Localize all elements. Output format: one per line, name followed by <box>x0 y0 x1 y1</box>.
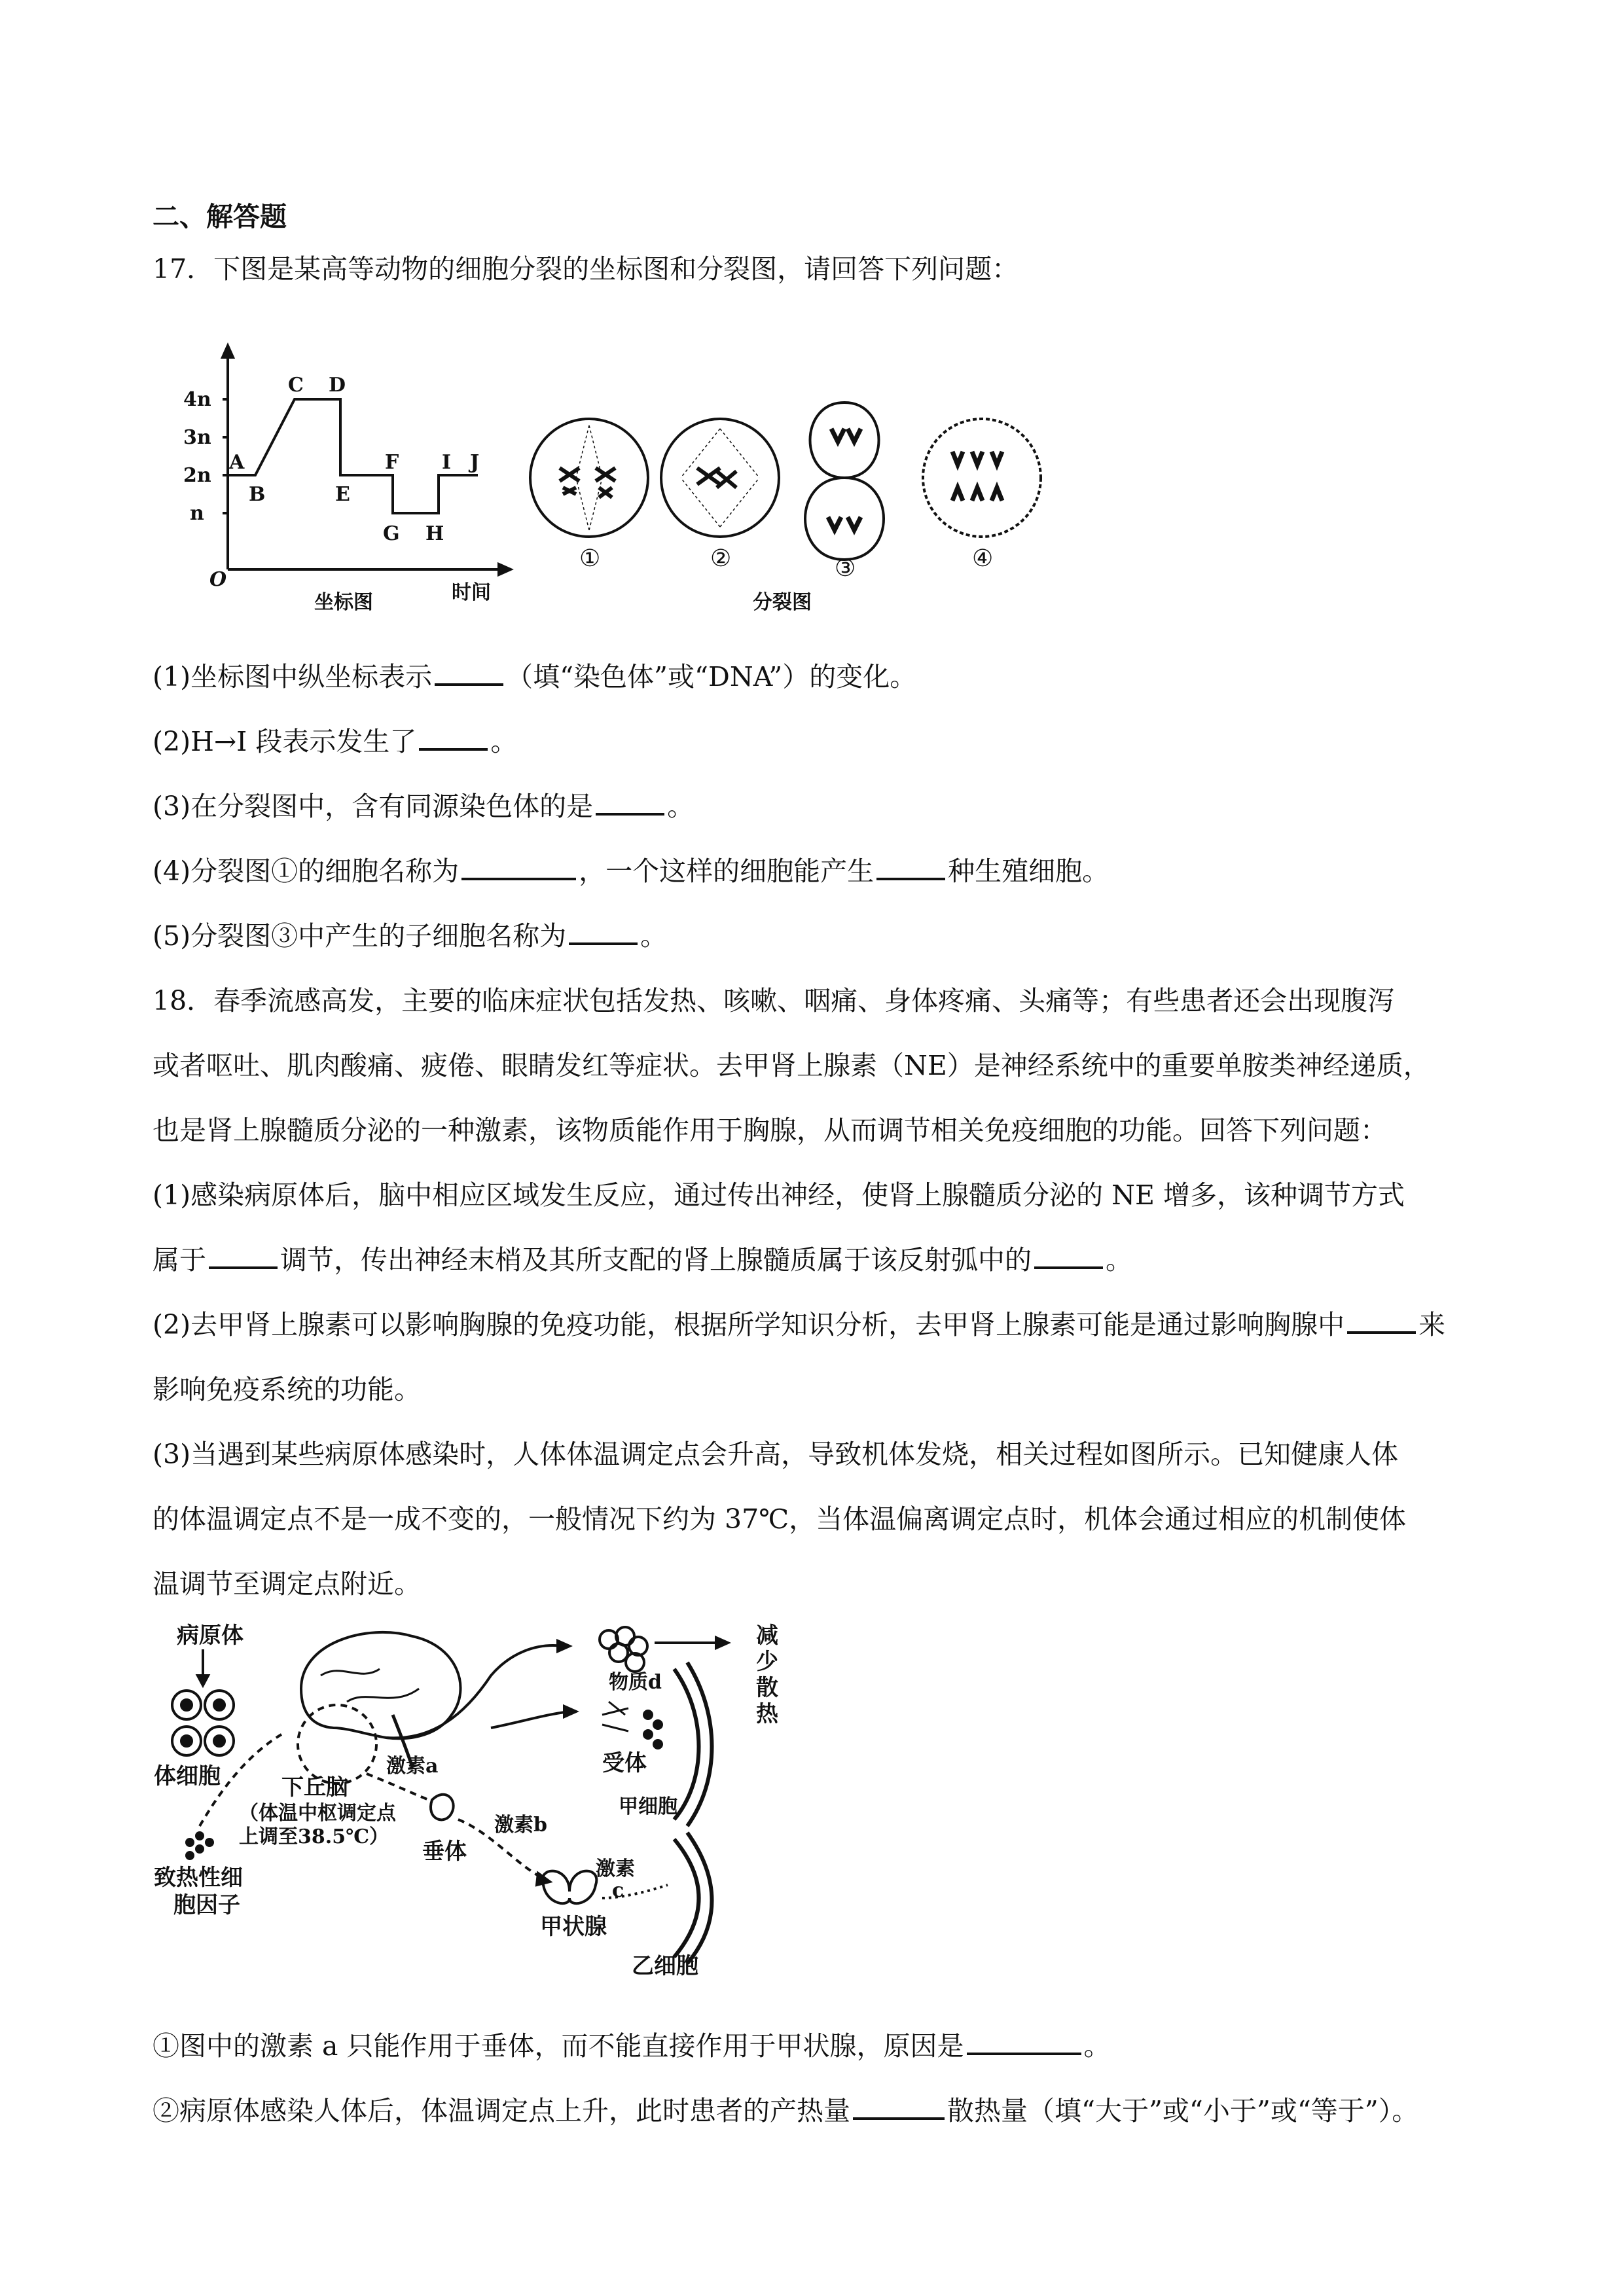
hormone-a-label: 激素a <box>386 1755 439 1778</box>
q18-p2-text: (2)去甲肾上腺素可以影响胸腺的免疫功能，根据所学知识分析，去甲肾上腺素可能是通过影响胸腺中 <box>153 1309 1345 1340</box>
brain-icon <box>301 1632 461 1767</box>
cell-jia-membrane <box>674 1669 699 1820</box>
point-H: H <box>425 522 444 545</box>
q18-p2-tail: 来 <box>1418 1309 1446 1340</box>
cell-4-diagram <box>923 419 1041 537</box>
y-tick-2n: 2n <box>183 464 211 487</box>
q17-sub1 <box>153 660 916 694</box>
q18-p1-text: 属于 <box>153 1244 206 1276</box>
receptor-label: 受体 <box>602 1750 647 1776</box>
q17-sub4-tail: 种生殖细胞。 <box>948 855 1110 887</box>
hypothalamus-note-1: （体温中枢调定点 <box>239 1802 396 1825</box>
q18-p1-tail: 。 <box>1106 1244 1132 1276</box>
gland-d-icon <box>600 1627 647 1672</box>
point-G: G <box>383 522 400 545</box>
q18-p3-line3: 温调节至调定点附近。 <box>153 1568 421 1600</box>
y-tick-3n: 3n <box>183 426 211 449</box>
hypothalamus-note-2: 上调至38.5℃） <box>239 1825 389 1848</box>
reduce-heat-3: 散 <box>756 1675 778 1701</box>
reduce-heat-2: 少 <box>756 1649 778 1675</box>
q17-sub3 <box>153 789 694 823</box>
cell-4-label: ④ <box>972 545 994 572</box>
answer-blank[interactable] <box>209 1244 278 1269</box>
q17-sub3-tail: 。 <box>667 791 695 822</box>
q17-sub1-tail: （填“染色体”或“DNA”）的变化。 <box>506 661 917 692</box>
point-B: B <box>249 483 266 506</box>
origin-label: O <box>209 568 227 591</box>
q17-sub2-tail: 。 <box>490 726 518 757</box>
point-A: A <box>229 451 245 474</box>
cell-1-label: ① <box>579 545 601 572</box>
reduce-heat-1: 减 <box>756 1623 778 1649</box>
graph-caption: 坐标图 <box>314 591 373 614</box>
answer-blank[interactable] <box>1034 1244 1103 1269</box>
q17-sub2 <box>153 725 517 759</box>
q17-sub5-tail: 。 <box>640 920 668 952</box>
pituitary-label: 垂体 <box>422 1839 467 1865</box>
q17-sub3-text: (3)在分裂图中，含有同源染色体的是 <box>153 791 594 822</box>
point-F: F <box>385 451 399 474</box>
answer-blank[interactable] <box>1347 1309 1416 1334</box>
coordinate-graph <box>223 346 511 575</box>
answer-blank[interactable] <box>967 2030 1081 2055</box>
x-axis-label: 时间 <box>452 581 491 604</box>
pyrogen-label-1: 致热性细 <box>154 1865 243 1891</box>
pituitary-icon <box>431 1795 454 1820</box>
reduce-heat-4: 热 <box>756 1701 778 1727</box>
hormone-c-label: 激素 <box>596 1857 635 1880</box>
cell-3-diagram <box>805 403 884 560</box>
point-E: E <box>335 483 350 506</box>
q18-sub1 <box>153 2029 1111 2063</box>
body-cells-icon <box>172 1691 234 1755</box>
body-cell-label: 体细胞 <box>154 1763 221 1789</box>
cell-2-label: ② <box>710 545 732 572</box>
hormone-c-letter: c <box>612 1879 624 1902</box>
q18-sub1-tail: 。 <box>1083 2030 1111 2062</box>
y-tick-n: n <box>190 502 204 525</box>
point-D: D <box>329 374 346 397</box>
q18-sub2 <box>153 2094 1418 2128</box>
point-J: J <box>470 451 480 474</box>
q17-sub5-text: (5)分裂图③中产生的子细胞名称为 <box>153 920 567 952</box>
q18-sub2-text: ②病原体感染人体后，体温调定点上升，此时患者的产热量 <box>153 2095 850 2126</box>
cell-2-diagram <box>661 419 779 537</box>
cells-caption: 分裂图 <box>753 591 812 614</box>
hormone-b-label: 激素b <box>494 1814 547 1837</box>
q17-stem: 17．下图是某高等动物的细胞分裂的坐标图和分裂图，请回答下列问题： <box>153 253 1019 285</box>
q17-figure <box>183 340 1100 628</box>
answer-blank[interactable] <box>876 855 945 880</box>
q18-p3-line2: 的体温调定点不是一成不变的，一般情况下约为 37℃，当体温偏离调定点时，机体会通过相应的机制使体 <box>153 1503 1407 1535</box>
q18-stem-line2: 或者呕吐、肌肉酸痛、疲倦、眼睛发红等症状。去甲肾上腺素（NE）是神经系统中的重要单胺类神经递质， <box>153 1050 1430 1081</box>
thyroid-icon <box>543 1871 597 1904</box>
q18-stem-line3: 也是肾上腺髓质分泌的一种激素，该物质能作用于胸腺，从而调节相关免疫细胞的功能。回答下列问题： <box>153 1115 1387 1146</box>
q18-p3-line1: (3)当遇到某些病原体感染时，人体体温调定点会升高，导致机体发烧，相关过程如图所示。已知健康人体 <box>153 1439 1399 1470</box>
q17-sub4-mid: ，一个这样的细胞能产生 <box>579 855 875 887</box>
answer-blank[interactable] <box>596 791 664 816</box>
q18-sub1-text: ①图中的激素 a 只能作用于垂体，而不能直接作用于甲状腺，原因是 <box>153 2030 964 2062</box>
q18-p2-line1 <box>153 1308 1445 1342</box>
pyrogen-icon <box>187 1833 213 1859</box>
q17-sub4-text: (4)分裂图①的细胞名称为 <box>153 855 460 887</box>
thermoregulation-diagram <box>151 1617 805 1983</box>
q17-sub2-text: (2)H→I 段表示发生了 <box>153 726 417 757</box>
cell-jia-label: 甲细胞 <box>619 1795 677 1818</box>
q18-p1-line1: (1)感染病原体后，脑中相应区域发生反应，通过传出神经，使肾上腺髓质分泌的 NE 增多，该种调节方式 <box>153 1179 1405 1211</box>
thyroid-label: 甲状腺 <box>540 1914 607 1940</box>
hypothalamus-label: 下丘脑 <box>281 1774 348 1801</box>
substance-d-label: 物质d <box>609 1671 662 1694</box>
q17-sub1-text: (1)坐标图中纵坐标表示 <box>153 661 433 692</box>
pyrogen-label-2: 胞因子 <box>173 1892 240 1918</box>
q18-p1-line2 <box>153 1243 1132 1277</box>
cell-3-label: ③ <box>835 555 856 582</box>
answer-blank[interactable] <box>853 2095 945 2120</box>
q18-p2-line2: 影响免疫系统的功能。 <box>153 1374 421 1405</box>
answer-blank[interactable] <box>435 661 503 686</box>
section-title: 二、解答题 <box>153 201 287 232</box>
answer-blank[interactable] <box>569 920 638 945</box>
q18-stem-line1: 18．春季流感高发，主要的临床症状包括发热、咳嗽、咽痛、身体疼痛、头痛等；有些患者还会出现腹泻 <box>153 985 1395 1016</box>
point-C: C <box>288 374 304 397</box>
hypothalamus-circle <box>298 1705 376 1784</box>
cell-yi-label: 乙细胞 <box>632 1953 698 1979</box>
y-tick-4n: 4n <box>183 388 211 411</box>
q17-sub4 <box>153 854 1109 888</box>
q17-sub5 <box>153 919 667 953</box>
answer-blank[interactable] <box>419 726 488 751</box>
q18-sub2-tail: 散热量（填“大于”或“小于”或“等于”）。 <box>947 2095 1419 2126</box>
q18-p1-mid: 调节，传出神经末梢及其所支配的肾上腺髓质属于该反射弧中的 <box>280 1244 1032 1276</box>
answer-blank[interactable] <box>461 855 576 880</box>
pathogen-label: 病原体 <box>177 1623 244 1649</box>
point-I: I <box>442 451 452 474</box>
cell-yi-membrane <box>674 1839 699 1957</box>
cell-1-diagram <box>530 419 648 537</box>
